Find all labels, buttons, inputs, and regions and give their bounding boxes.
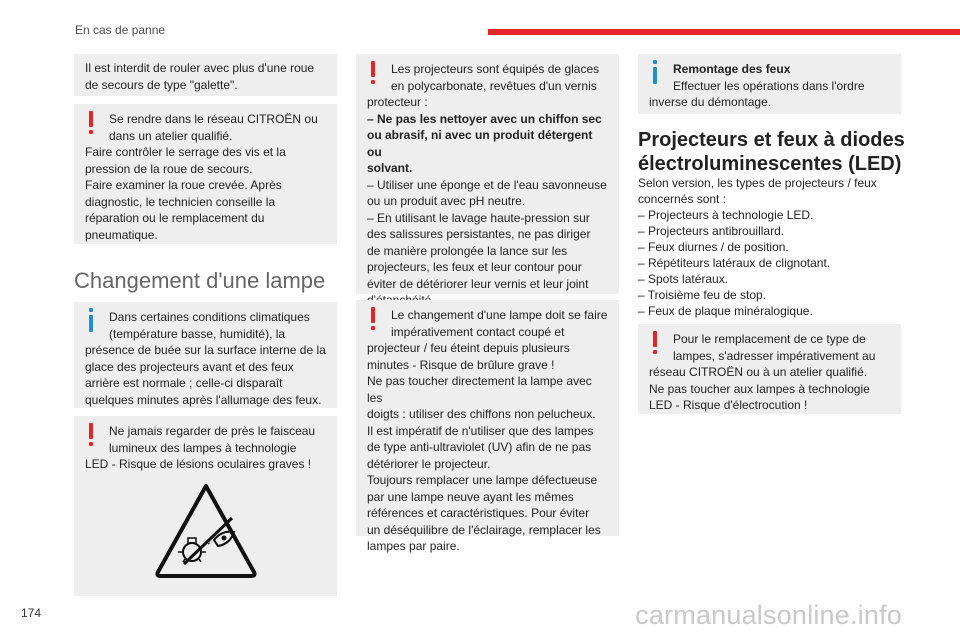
- warning-icon: [84, 421, 98, 447]
- header-section-title: En cas de panne: [75, 23, 166, 37]
- text-line: des salissures persistantes, ne pas diriger: [367, 227, 591, 241]
- text-line: minutes - Risque de brûlure grave !: [367, 357, 555, 372]
- header-accent-bar: [488, 29, 960, 35]
- text-line: Ne pas toucher aux lampes à technologie: [649, 381, 870, 396]
- text-line: pression de la roue de secours.: [85, 161, 253, 176]
- text-line: protecteur :: [367, 95, 428, 109]
- text-line: Se rendre dans le réseau CITROËN ou: [109, 112, 318, 126]
- text-line: doigts : utiliser des chiffons non pelucheux.: [367, 407, 596, 421]
- text-line: réparation ou le remplacement du: [85, 211, 265, 225]
- text-line: concernés sont :: [638, 192, 727, 206]
- text-line: pneumatique.: [85, 227, 158, 242]
- text-line: Pour le remplacement de ce type de: [673, 332, 866, 346]
- text-line: éviter de détériorer leur vernis et leur joint: [367, 276, 589, 291]
- text-line: lampes, s'adresser impérativement au: [673, 348, 876, 363]
- text-line: (température basse, humidité), la: [109, 326, 286, 341]
- led-types-text: [638, 175, 908, 319]
- list-item: – Répétiteurs latéraux de clignotant.: [638, 256, 831, 270]
- text-line: LED - Risque d'électrocution !: [649, 398, 808, 412]
- text-line: diagnostic, le technicien conseille la: [85, 194, 276, 209]
- text-line: lumineux des lampes à technologie: [109, 440, 297, 455]
- no-look-at-led-warning-icon: [154, 482, 258, 580]
- text-line: Effectuer les opérations dans l'ordre: [673, 78, 865, 93]
- text-line: réseau CITROËN ou à un atelier qualifié.: [649, 365, 868, 379]
- info-box-reassembly: [638, 54, 901, 114]
- text-line: Faire examiner la roue crevée. Après: [85, 178, 282, 192]
- list-item: – Spots latéraux.: [638, 272, 729, 286]
- text-line-bold: ou abrasif, ni avec un produit détergent ou: [367, 128, 593, 159]
- text-line: Dans certaines conditions climatiques: [109, 310, 310, 324]
- text-line: Selon version, les types de projecteurs / feux: [638, 176, 877, 190]
- text-line: Ne jamais regarder de près le faisceau: [109, 424, 316, 438]
- text-line: – Utiliser une éponge et de l'eau savonneuse: [367, 177, 607, 192]
- text-line: glace des projecteurs avant et des feux: [85, 359, 294, 374]
- text-line: LED - Risque de lésions oculaires graves !: [85, 457, 312, 471]
- text-line: par une lampe neuve ayant les mêmes: [367, 489, 574, 504]
- list-item: – Troisième feu de stop.: [638, 288, 767, 302]
- text-line-bold: solvant.: [367, 161, 413, 175]
- text-line: Ne pas toucher directement la lampe avec les: [367, 374, 592, 405]
- list-item: – Feux diurnes / de position.: [638, 240, 789, 254]
- heading-line: électroluminescentes (LED): [638, 153, 902, 175]
- list-item: – Projecteurs à technologie LED.: [638, 208, 814, 222]
- text-line: dans un atelier qualifié.: [109, 128, 233, 143]
- list-item: – Feux de plaque minéralogique.: [638, 304, 813, 318]
- warning-box-lamp-change: [356, 300, 619, 553]
- section-heading-lamp-change: Changement d'une lampe: [74, 268, 326, 293]
- warning-box-citroen-network: [74, 104, 337, 244]
- page-number: 174: [21, 606, 42, 620]
- text-line: Les projecteurs sont équipés de glaces: [391, 62, 600, 76]
- heading-line: Projecteurs et feux à diodes: [638, 129, 905, 151]
- info-box-condensation: [74, 302, 337, 408]
- warning-icon: [84, 109, 98, 135]
- text-line: inverse du démontage.: [649, 95, 772, 109]
- info-icon: [648, 59, 662, 85]
- text-line: un déséquilibre de l'éclairage, remplacer les: [367, 522, 601, 537]
- text-line: Faire contrôler le serrage des vis et la: [85, 145, 286, 159]
- warning-icon: [366, 59, 380, 85]
- info-box-spare-wheel: [74, 54, 337, 96]
- text-line: Il est interdit de rouler avec plus d'une roue: [85, 61, 315, 75]
- text-line: projecteur / feu éteint depuis plusieurs: [367, 341, 570, 355]
- warning-box-polycarbonate: [356, 54, 619, 294]
- text-line: présence de buée sur la surface interne de la: [85, 343, 326, 357]
- text-line-bold: – Ne pas les nettoyer avec un chiffon sec: [367, 111, 602, 126]
- text-line: Le changement d'une lampe doit se faire: [391, 308, 608, 322]
- text-line: impérativement contact coupé et: [391, 324, 565, 339]
- box-title: Remontage des feux: [673, 62, 791, 76]
- text-line: Toujours remplacer une lampe défectueuse: [367, 473, 598, 487]
- text-line: en polycarbonate, revêtues d'un vernis: [391, 78, 597, 93]
- warning-icon: [648, 329, 662, 355]
- text-line: quelques minutes après l'allumage des feux.: [85, 392, 322, 407]
- text-line: de type anti-ultraviolet (UV) afin de ne pas: [367, 440, 592, 454]
- text-line: arrière est normale ; celle-ci disparaît: [85, 376, 283, 390]
- text-line: – En utilisant le lavage haute-pression sur: [367, 210, 590, 225]
- text-line: références et caractéristiques. Pour éviter: [367, 506, 590, 520]
- text-line: ou un produit avec pH neutre.: [367, 194, 526, 208]
- warning-icon: [366, 305, 380, 331]
- info-icon: [84, 307, 98, 333]
- list-item: – Projecteurs antibrouillard.: [638, 224, 785, 238]
- section-heading-led: [638, 128, 938, 176]
- text-line: de secours de type "galette".: [85, 77, 238, 92]
- warning-box-led-replacement: [638, 324, 901, 414]
- text-line: projecteurs, les feux et leur contour pour: [367, 260, 582, 274]
- text-line: de manière prolongée la lance sur les: [367, 243, 568, 258]
- warning-box-led-eye: [74, 416, 337, 596]
- watermark: carmanualsonline.info: [635, 600, 902, 630]
- text-line: Il est impératif de n'utiliser que des lampes: [367, 423, 594, 438]
- text-line: lampes par paire.: [367, 539, 460, 553]
- text-line: détériorer le projecteur.: [367, 456, 491, 471]
